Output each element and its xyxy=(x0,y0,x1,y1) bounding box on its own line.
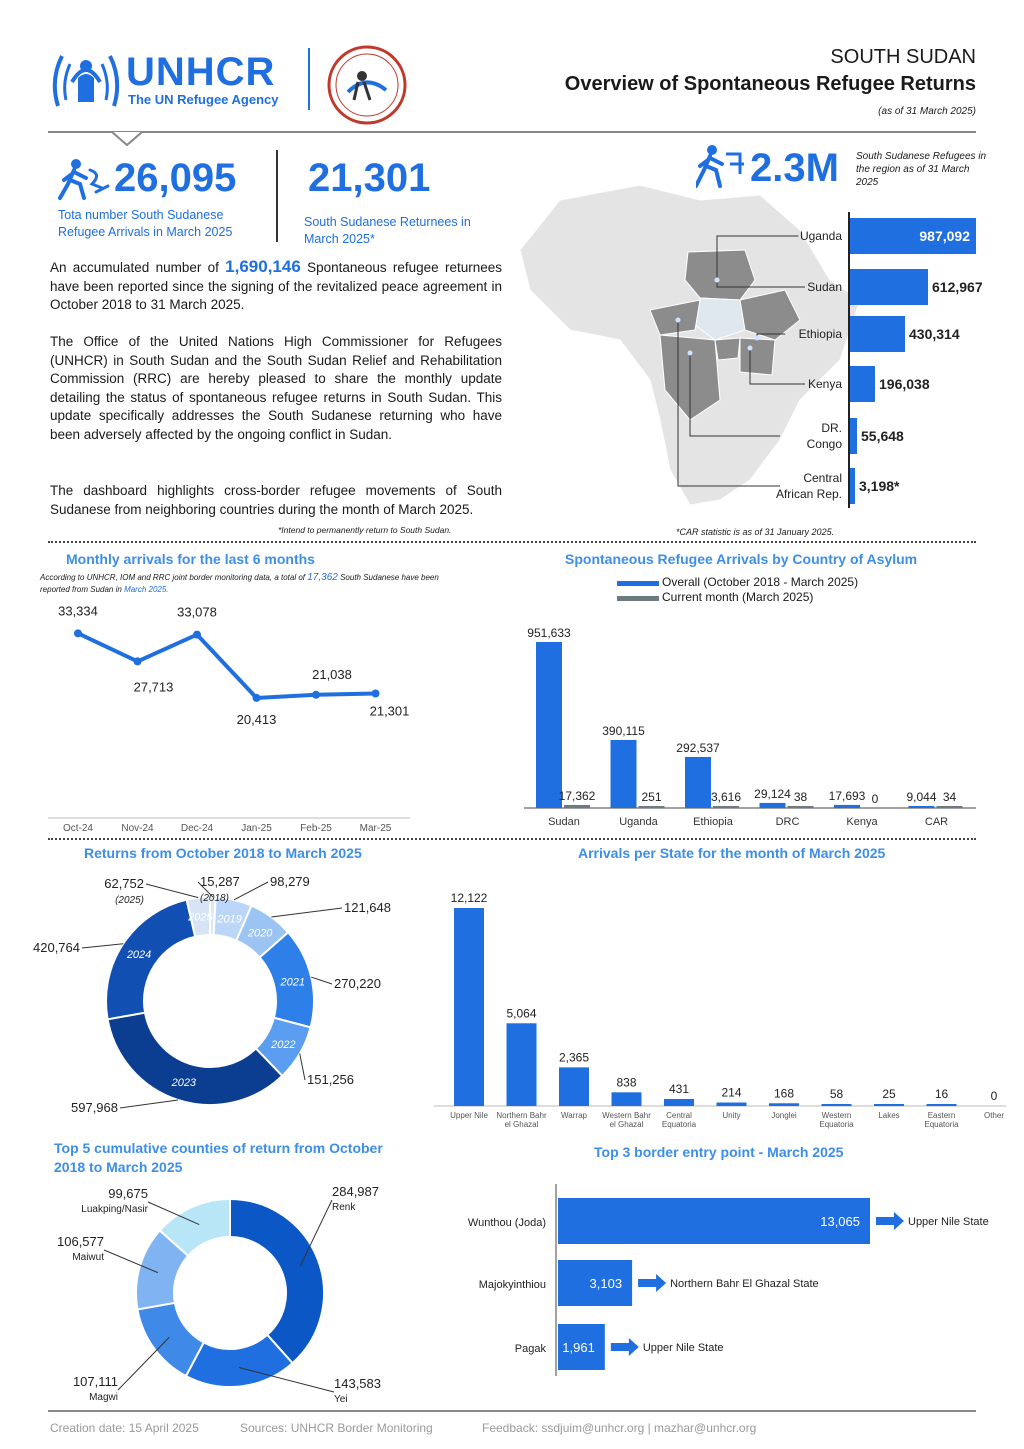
country-bars-title: Spontaneous Refugee Arrivals by Country of Asylum xyxy=(565,551,918,567)
current-month-bar xyxy=(788,806,814,808)
legend-current-swatch xyxy=(617,596,659,601)
region-bar-label: 196,038 xyxy=(879,376,930,392)
donut-value-label: 106,577 xyxy=(57,1234,104,1249)
x-tick-label: Jonglei xyxy=(771,1111,797,1120)
counties-donut-chart xyxy=(40,1178,440,1408)
intro-text-before: An accumulated number of xyxy=(50,260,219,275)
bar-data-label: 12,122 xyxy=(450,891,488,905)
x-tick-label: Sudan xyxy=(548,816,580,828)
x-tick-label: Feb-25 xyxy=(300,823,332,834)
line-data-label: 27,713 xyxy=(133,679,174,695)
stats-divider xyxy=(276,150,278,242)
bar-data-label: 251 xyxy=(641,790,662,804)
county-name-label: Renk xyxy=(332,1202,356,1213)
state-bar xyxy=(822,1104,852,1106)
page-title: Overview of Spontaneous Refugee Returns xyxy=(564,73,976,95)
x-tick-label: Warrap xyxy=(561,1111,587,1120)
bar-data-label: 951,633 xyxy=(527,626,571,640)
border-title: Top 3 border entry point - March 2025 xyxy=(594,1144,844,1160)
arrivals-caption: Tota number South Sudanese Refugee Arrivals in March 2025 xyxy=(58,208,233,239)
bar-data-label: 16 xyxy=(934,1087,949,1101)
donut-value-label: 143,583 xyxy=(334,1376,381,1391)
monthly-note-number: 17,362 xyxy=(307,572,338,583)
region-bar-label: 55,648 xyxy=(861,428,904,444)
current-month-bar xyxy=(564,805,590,808)
line-point xyxy=(372,689,380,697)
returnees-caption: South Sudanese Returnees in March 2025* xyxy=(304,215,471,246)
monthly-note xyxy=(40,572,470,596)
region-leader-line xyxy=(750,348,805,384)
org-name: UNHCR xyxy=(126,50,276,94)
x-tick-label: CAR xyxy=(924,816,949,828)
counties-title-1: Top 5 cumulative counties of return from October xyxy=(54,1140,383,1156)
x-tick-label: Kenya xyxy=(846,816,878,828)
arrow-right-icon xyxy=(611,1338,639,1356)
returnees-stat: 21,301 xyxy=(308,156,431,200)
border-bar-chart xyxy=(440,1180,1010,1380)
bar-data-label: 3,103 xyxy=(589,1276,623,1291)
bar-data-label: 17,693 xyxy=(828,788,866,803)
bar-data-label: 2,365 xyxy=(558,1050,590,1065)
overall-bar xyxy=(685,757,711,808)
region-caption: South Sudanese Refugees in the region as of 31 March 2025 xyxy=(856,151,987,188)
county-name-label: Luakping/Nasir xyxy=(81,1204,148,1215)
y-tick-label: Wunthou (Joda) xyxy=(467,1217,546,1229)
x-tick-label: Western Bahr xyxy=(602,1111,651,1120)
org-tagline: The UN Refugee Agency xyxy=(128,92,279,107)
bar-data-label: 29,124 xyxy=(754,786,791,801)
donut-leader-line xyxy=(120,1100,178,1108)
x-tick-label: Nov-24 xyxy=(121,823,154,834)
legend-overall-label: Overall (October 2018 - March 2025) xyxy=(662,575,859,589)
accumulated-total: 1,690,146 xyxy=(225,257,301,276)
region-country-label: Congo xyxy=(806,437,842,451)
line-data-label: 20,413 xyxy=(236,711,277,727)
line-point xyxy=(253,694,261,702)
donut-leader-line xyxy=(311,977,332,984)
country-bar-chart xyxy=(510,620,990,835)
header-pointer-icon xyxy=(112,132,142,146)
arrivals-stat: 26,095 xyxy=(114,156,237,200)
monthly-note-before: According to UNHCR, IOM and RRC joint border monitoring data, a total of xyxy=(40,573,306,582)
county-name-label: Magwi xyxy=(89,1392,118,1403)
y-tick-label: Majokyinthiou xyxy=(478,1279,546,1291)
region-country-label: Kenya xyxy=(807,377,842,391)
state-bar xyxy=(874,1104,904,1106)
arrow-right-icon xyxy=(876,1212,904,1230)
x-tick-label: Unity xyxy=(722,1111,741,1120)
overall-bar xyxy=(536,642,562,808)
returns-slice xyxy=(108,1013,283,1105)
region-leader-line xyxy=(717,236,798,280)
region-bars xyxy=(512,200,992,520)
line-data-label: 21,301 xyxy=(369,703,410,719)
monthly-title: Monthly arrivals for the last 6 months xyxy=(66,551,315,567)
destination-label: Upper Nile State xyxy=(908,1216,989,1228)
overall-bar xyxy=(760,803,786,808)
donut-value-label: 121,648 xyxy=(344,900,391,915)
bar-data-label: 34 xyxy=(942,790,957,804)
legend-overall-swatch xyxy=(617,581,659,586)
line-data-label: 33,078 xyxy=(177,604,217,620)
region-country-label: Ethiopia xyxy=(798,327,842,341)
donut-leader-line xyxy=(271,908,342,917)
region-country-dot xyxy=(715,278,720,283)
line-point xyxy=(312,691,320,699)
line-point xyxy=(193,631,201,639)
section-divider-1 xyxy=(48,541,976,543)
donut-year-label: 2025 xyxy=(188,911,213,924)
x-tick-label: Western xyxy=(821,1111,852,1120)
bar-data-label: 214 xyxy=(721,1085,742,1100)
monthly-note-month: March 2025. xyxy=(124,585,169,594)
x-tick-label: Northern Bahr xyxy=(496,1111,547,1120)
state-bar xyxy=(664,1099,694,1106)
bar-data-label: 38 xyxy=(793,790,808,804)
bar-data-label: 58 xyxy=(829,1087,844,1101)
bar-data-label: 9,044 xyxy=(906,790,937,804)
arrow-right-icon xyxy=(638,1274,666,1292)
donut-value-label: 107,111 xyxy=(72,1374,118,1389)
intro-paragraph-3: The dashboard highlights cross-border refugee movements of South Sudanese from neighboring countries during the month of March 2025. xyxy=(50,483,502,517)
rrc-seal-icon xyxy=(326,44,408,126)
monthly-line-chart xyxy=(40,600,420,840)
footer-created: Creation date: 15 April 2025 xyxy=(50,1421,199,1435)
donut-value-label: 420,764 xyxy=(33,940,80,955)
x-tick-label: Oct-24 xyxy=(62,823,94,834)
bar-data-label: 1,961 xyxy=(562,1340,595,1355)
x-tick-label: Central xyxy=(666,1111,692,1120)
current-month-bar xyxy=(713,806,739,808)
x-tick-label: Equatoria xyxy=(819,1120,854,1129)
donut-sub-label: (2018) xyxy=(200,893,229,904)
region-bar-label: 612,967 xyxy=(932,279,983,295)
intro-text-after: Spontaneous refugee returnees have been reported since the signing of the revitalized peace agreement in October 2018 to 31 March 2025. xyxy=(50,260,502,312)
series-line xyxy=(78,633,376,698)
donut-value-label: 270,220 xyxy=(334,976,381,991)
intend-footnote: *Intend to permanently return to South Sudan. xyxy=(278,525,452,535)
line-data-label: 33,334 xyxy=(58,603,98,619)
bar-data-label: 292,537 xyxy=(676,740,720,755)
county-name-label: Maiwut xyxy=(72,1252,104,1263)
donut-sub-label: (2025) xyxy=(115,895,144,906)
region-country-label: Central xyxy=(803,471,842,485)
donut-year-label: 2020 xyxy=(247,927,273,940)
state-bar xyxy=(454,908,484,1106)
returns-donut-title: Returns from October 2018 to March 2025 xyxy=(84,845,362,861)
donut-leader-line xyxy=(82,944,123,948)
bar-data-label: 431 xyxy=(668,1081,690,1096)
bar-data-label: 168 xyxy=(773,1086,795,1101)
region-leader-line xyxy=(678,320,780,486)
donut-year-label: 2021 xyxy=(280,976,305,989)
state-bar xyxy=(559,1067,589,1106)
region-stat: 2.3M xyxy=(750,146,839,190)
x-tick-label: Eastern xyxy=(927,1111,956,1120)
region-country-dot xyxy=(755,336,760,341)
footer-sources: Sources: UNHCR Border Monitoring xyxy=(240,1421,433,1435)
logo-divider xyxy=(308,48,310,110)
donut-value-label: 284,987 xyxy=(332,1184,379,1199)
footer-rule xyxy=(48,1410,976,1412)
legend-current-label: Current month (March 2025) xyxy=(662,590,814,604)
donut-value-label: 151,256 xyxy=(307,1072,354,1087)
region-leader-line xyxy=(690,353,780,436)
region-bar xyxy=(850,418,857,454)
x-tick-label: Uganda xyxy=(619,816,658,828)
x-tick-label: Equatoria xyxy=(661,1120,697,1129)
header-rule xyxy=(48,131,976,133)
counties-title-2: 2018 to March 2025 xyxy=(54,1159,183,1175)
x-tick-label: DRC xyxy=(775,816,800,828)
region-country-label: Uganda xyxy=(799,229,842,243)
returns-donut-chart xyxy=(20,868,440,1128)
overall-bar xyxy=(611,740,637,808)
region-country-dot xyxy=(748,346,753,351)
current-month-bar xyxy=(937,806,963,808)
donut-value-label: 62,752 xyxy=(104,876,144,891)
bar-data-label: 17,362 xyxy=(558,788,596,803)
region-country-label: Sudan xyxy=(807,280,842,294)
x-tick-label: el Ghazal xyxy=(609,1120,644,1129)
county-name-label: Yei xyxy=(334,1394,348,1405)
region-bar xyxy=(850,316,905,352)
state-bar xyxy=(612,1092,642,1106)
x-tick-label: Upper Nile xyxy=(450,1111,488,1120)
donut-value-label: 99,675 xyxy=(108,1186,148,1201)
donut-year-label: 2019 xyxy=(217,913,242,926)
state-bar xyxy=(769,1103,799,1106)
x-tick-label: Ethiopia xyxy=(693,816,733,828)
bar-data-label: 0 xyxy=(871,792,879,806)
bar-data-label: 13,065 xyxy=(820,1214,860,1229)
bar-data-label: 390,115 xyxy=(602,723,645,738)
donut-leader-line xyxy=(300,1054,305,1080)
as-of-date: (as of 31 March 2025) xyxy=(878,106,976,117)
region-bar xyxy=(850,366,875,402)
line-data-label: 21,038 xyxy=(312,666,352,682)
monthly-note-middle: South Sudanese have been reported from Sudan in xyxy=(40,573,439,594)
x-tick-label: Dec-24 xyxy=(180,823,214,834)
country-heading: SOUTH SUDAN xyxy=(830,46,976,68)
intro-paragraph-2: The Office of the United Nations High Commissioner for Refugees (UNHCR) in South Sudan and the South Sudan Relief and Rehabilitation Commission (RRC) are hereby pleased to share the monthly update detailing the status of spontaneous refugee returns in South Sudan. This update specifically addresses the South Sudanese returning who have been adversely affected by the ongoing conflict in Sudan. xyxy=(50,334,502,442)
region-country-label: DR. xyxy=(821,421,842,435)
x-tick-label: el Ghazal xyxy=(504,1120,539,1129)
region-bar-label: 987,092 xyxy=(919,228,970,244)
state-bar-chart xyxy=(430,880,1010,1135)
returnee-walking-icon xyxy=(58,158,110,202)
x-tick-label: Lakes xyxy=(878,1111,900,1120)
bar-data-label: 0 xyxy=(990,1089,998,1103)
bar-data-label: 25 xyxy=(882,1087,896,1101)
car-note: *CAR statistic is as of 31 January 2025. xyxy=(676,527,835,537)
rrc-seal xyxy=(326,44,408,126)
state-bars-title: Arrivals per State for the month of March 2025 xyxy=(578,845,886,861)
state-bar xyxy=(507,1023,537,1106)
donut-value-label: 98,279 xyxy=(270,874,310,889)
footer-feedback: Feedback: ssdjuim@unhcr.org | mazhar@unhcr.org xyxy=(482,1421,757,1435)
x-tick-label: Mar-25 xyxy=(359,823,392,834)
destination-label: Northern Bahr El Ghazal State xyxy=(670,1278,819,1290)
section-divider-2 xyxy=(48,838,976,840)
line-point xyxy=(74,629,82,637)
donut-leader-line xyxy=(146,884,198,898)
bar-data-label: 5,064 xyxy=(506,1006,537,1021)
overall-bar xyxy=(834,805,860,808)
region-leader-line xyxy=(757,334,785,338)
donut-leader-line xyxy=(118,1337,169,1390)
donut-value-label: 597,968 xyxy=(71,1100,118,1115)
line-point xyxy=(134,657,142,665)
x-tick-label: Jan-25 xyxy=(241,823,272,834)
region-bar xyxy=(850,269,928,305)
county-slice xyxy=(230,1199,324,1363)
region-country-dot xyxy=(676,318,681,323)
region-bar-label: 430,314 xyxy=(909,326,960,342)
bar-data-label: 838 xyxy=(616,1075,637,1090)
donut-year-label: 2024 xyxy=(126,949,152,962)
x-tick-label: Equatoria xyxy=(924,1120,959,1129)
unhcr-logo xyxy=(48,48,298,114)
overall-bar xyxy=(909,806,935,808)
laurel-emblem-icon xyxy=(48,48,124,112)
state-bar xyxy=(927,1104,957,1106)
donut-year-label: 2023 xyxy=(171,1076,197,1089)
destination-label: Upper Nile State xyxy=(642,1342,724,1354)
donut-year-label: 2022 xyxy=(271,1038,296,1051)
region-country-label: African Rep. xyxy=(775,487,842,501)
region-leader-line xyxy=(717,280,805,287)
current-month-bar xyxy=(639,806,665,808)
state-bar xyxy=(717,1103,747,1106)
donut-value-label: 15,287 xyxy=(200,874,240,889)
intro-paragraph-1 xyxy=(50,258,502,315)
bar-data-label: 3,616 xyxy=(710,790,742,804)
y-tick-label: Pagak xyxy=(514,1343,546,1355)
region-country-dot xyxy=(688,351,693,356)
x-tick-label: Other xyxy=(983,1111,1005,1120)
region-bar-label: 3,198* xyxy=(859,478,900,494)
region-bar xyxy=(850,468,855,504)
